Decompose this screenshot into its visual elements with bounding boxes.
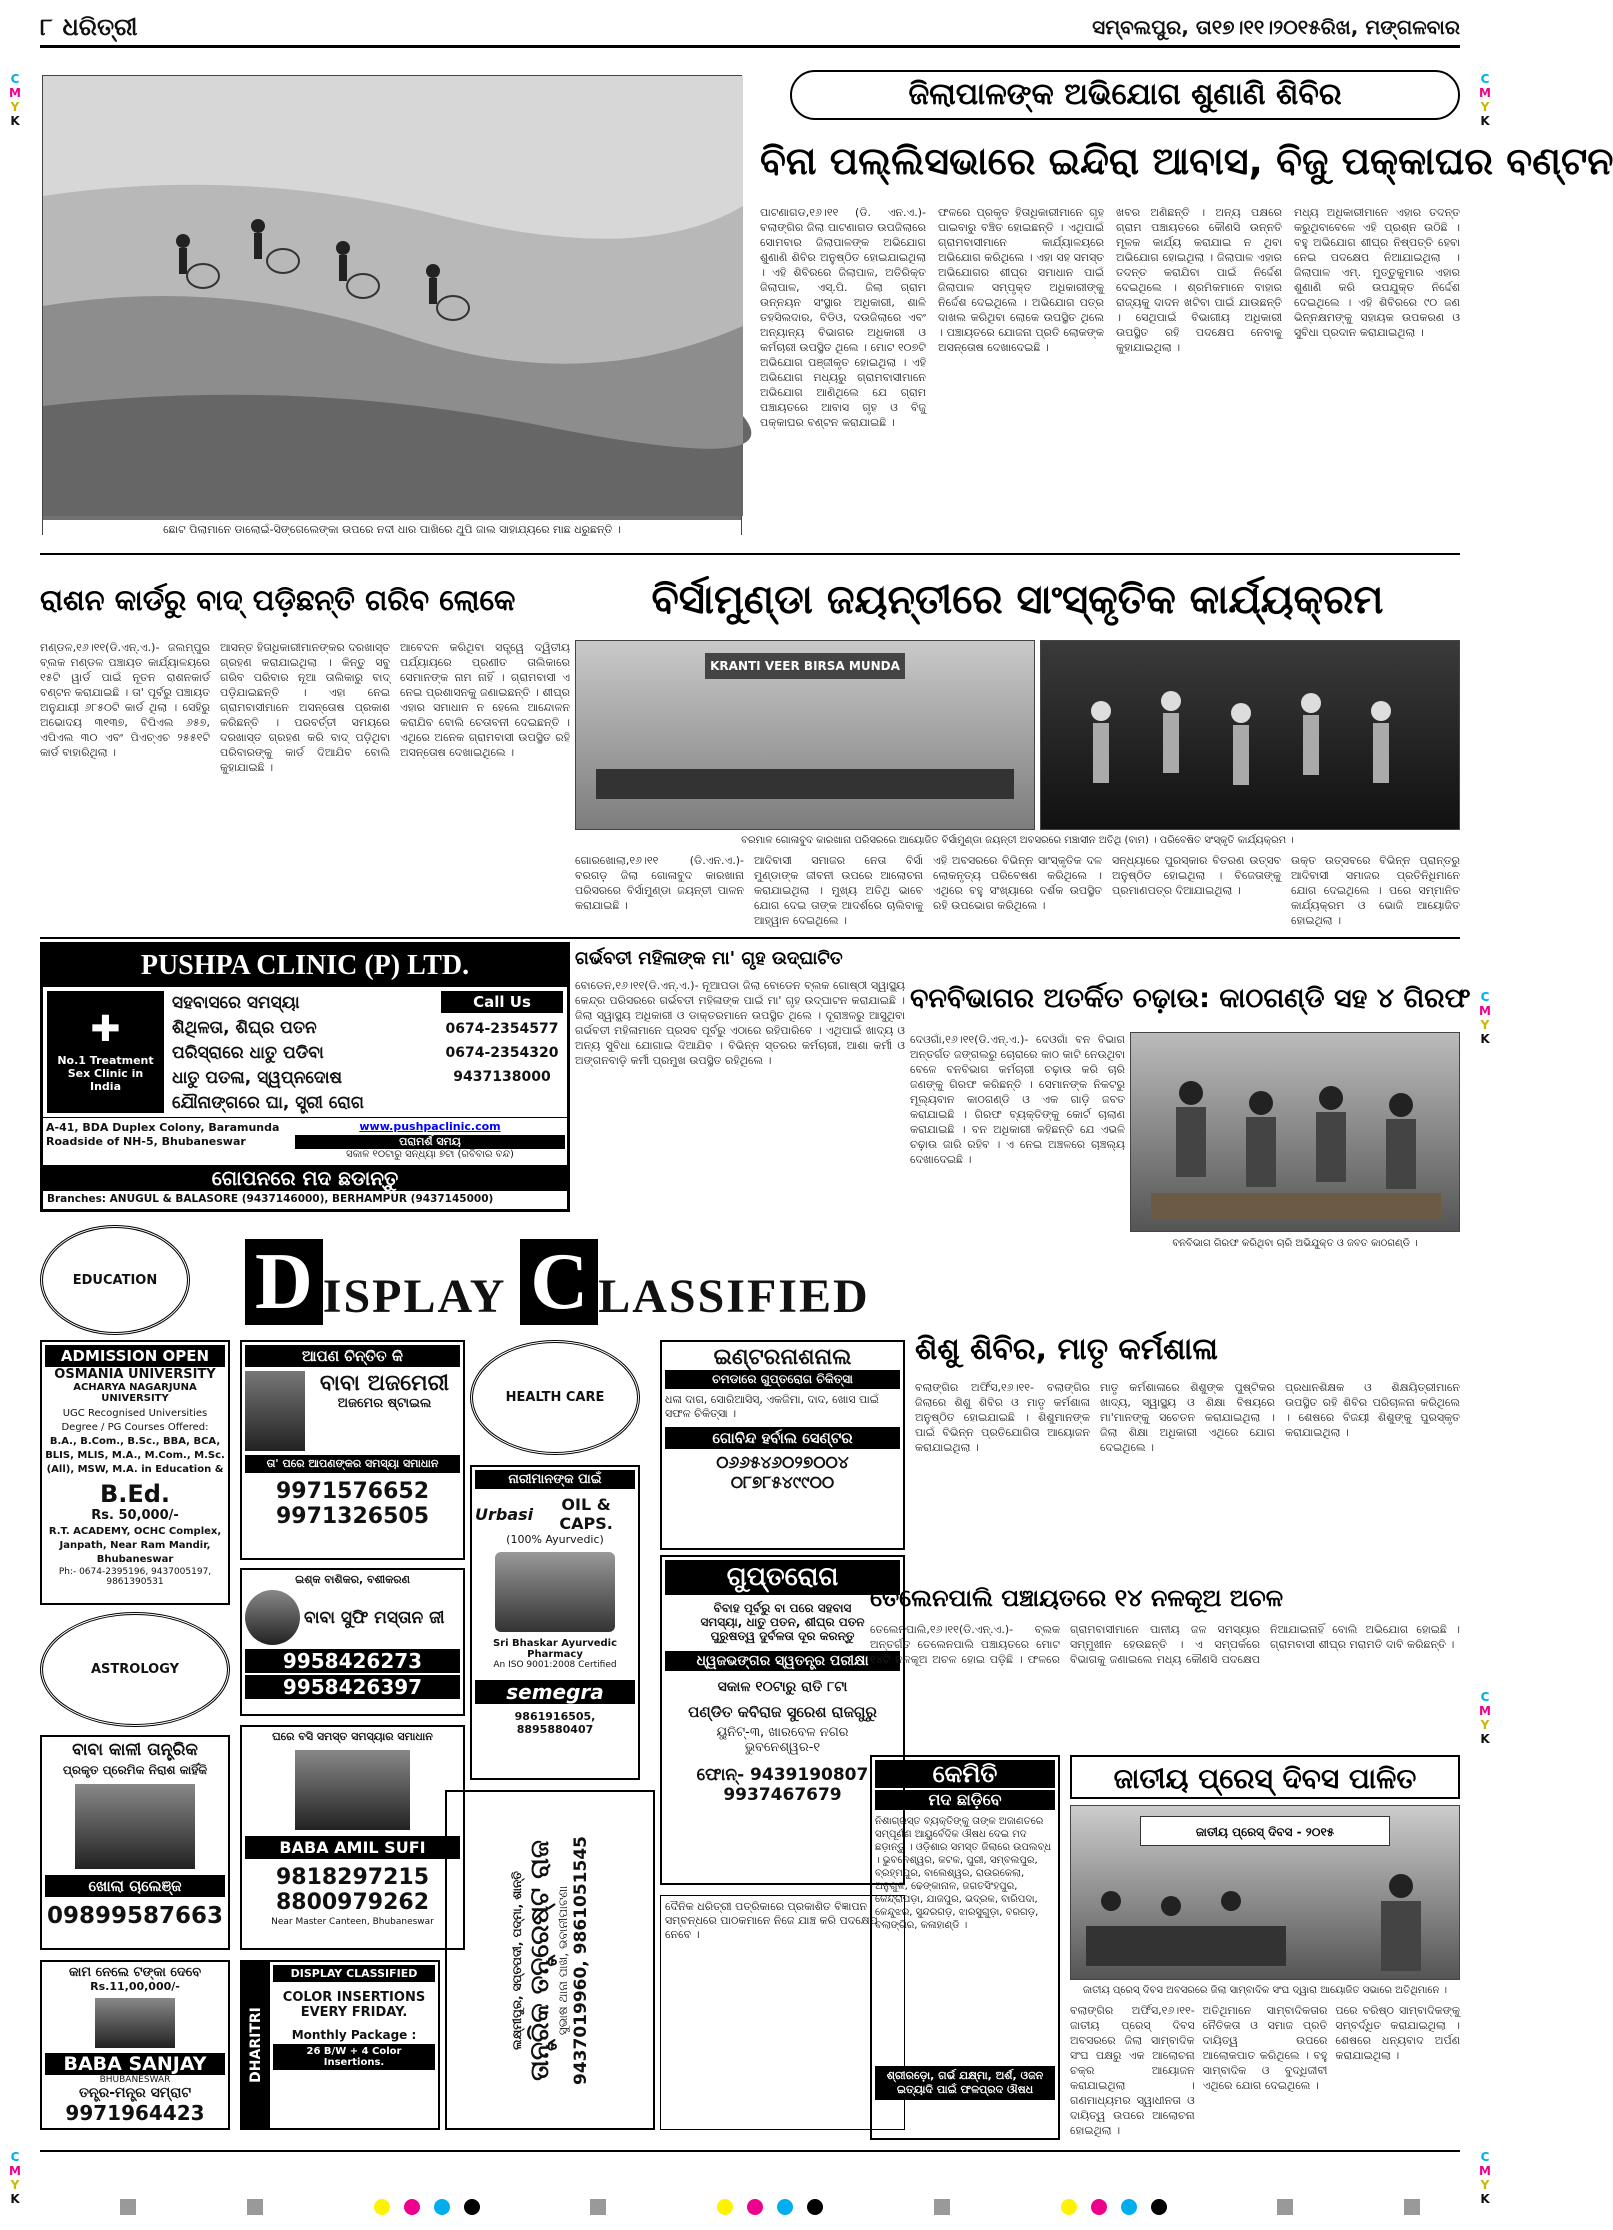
urbasi-oil-ad bbox=[470, 1465, 640, 1780]
registration-mark-left-bottom: C M Y K bbox=[9, 2150, 21, 2206]
call-us-label: Call Us bbox=[441, 991, 563, 1013]
press-day-banner: ଜାତୀୟ ପ୍ରେସ୍ ଦିବସ - ୨୦୧୫ bbox=[1140, 1816, 1390, 1846]
cyan-dot bbox=[434, 2199, 450, 2215]
story3-headline: ବିର୍ସାମୁଣ୍ଡା ଜୟନ୍ତୀରେ ସାଂସ୍କୃତିକ କାର୍ଯ୍ୟକ୍ରମ bbox=[651, 577, 1384, 623]
sanjay-photo bbox=[95, 1998, 175, 2048]
amil-phone: 9818297215 bbox=[275, 1865, 430, 1890]
photo-caption: ଛୋଟ ପିଲାମାନେ ଡାଲୋଇଁ-ସିଙ୍ଗେଲେଙ୍କା ଉପରେ ନଦୀ ଧାର ପାଖିରେ ଥୁପି ଜାଲ ସାହାଯ୍ୟରେ ମାଛ ଧରୁଛନ୍ତି । bbox=[43, 520, 741, 540]
university-name-2: ACHARYA NAGARJUNA UNIVERSITY bbox=[73, 1382, 197, 1404]
tantrik-vertical-ad bbox=[445, 1790, 655, 2130]
admission-title: ADMISSION OPEN bbox=[45, 1345, 225, 1367]
story2-column: ଆସନ୍ତ ହିତାଧିକାରୀମାନଙ୍କର ଦରଖାସ୍ତ ଗ୍ରହଣ କରାଯାଇଥିଲା । କିନ୍ତୁ ସବୁ ଗରିବ ପରିବାର ନୂଆ ତାଲିକାରୁ ବାଦ୍ ପଡ଼ିଯାଇଛନ୍ତି । ଏହା ନେଇ ଗ୍ରାମବାସୀମାନେ ଅସନ୍ତୋଷ ପ୍ରକାଶ କରିଛନ୍ତି । ପରବର୍ତ୍ତୀ ସମୟରେ ଦରଖାସ୍ତ ଗ୍ରହଣ କରି ବାଦ୍ ପଡ଼ିଥିବା ପରିବାରଙ୍କୁ କାର୍ଡ ଦିଆଯିବ ବୋଲି କୁହାଯାଇଛି । bbox=[220, 641, 390, 774]
story3-column: ଉକ୍ତ ଉତ୍ସବରେ ବିଭିନ୍ନ ପ୍ରାନ୍ତରୁ ଆଦିବାସୀ ସମାଜର ପ୍ରତିନିଧିମାନେ ଯୋଗ ଦେଇଥିଲେ । ପରେ ସମ୍ମାନିତ କାର୍ଯ୍ୟକ୍ରମ ଓ ଭୋଜି ଆୟୋଜିତ ହୋଇଥିଲା । bbox=[1291, 854, 1460, 927]
arrested-men-illustration bbox=[1131, 1033, 1461, 1233]
story3-body bbox=[575, 853, 1460, 933]
story1-headline: ବିନା ପଲ୍ଲିସଭାରେ ଇନ୍ଦିରା ଆବାସ, ବିଜୁ ପକ୍କାଘର ବଣ୍ଟନ bbox=[760, 139, 1613, 183]
color-calibration-bar bbox=[120, 2195, 1420, 2219]
guptarog-ad bbox=[660, 1555, 905, 1885]
health-care-tag-label: HEALTH CARE bbox=[505, 1390, 605, 1405]
health-care-tag bbox=[470, 1340, 640, 1455]
institute-phone: Ph:- 0674-2395196, 9437005197, 9861390531 bbox=[58, 1567, 212, 1587]
recognition-text: UGC Recognised Universities Degree / PG Courses Offered: bbox=[61, 1408, 209, 1433]
gray-swatch bbox=[1404, 2199, 1420, 2215]
ajmeri-phone: 9971326505 bbox=[275, 1504, 430, 1529]
vertical-phones: 9437019960, 9861051545 bbox=[570, 1835, 591, 2085]
ajmeri-top: ଆପଣ ଚିନ୍ତିତ କି bbox=[245, 1345, 460, 1367]
kemiti-body: ନିଶାଗ୍ରସ୍ତ ବ୍ୟକ୍ତିଙ୍କୁ ତାଙ୍କ ଅଜାଣତରେ ସମ୍ପୂର୍ଣ୍ଣ ଆୟୁର୍ବେଦିକ ଔଷଧ ଦେଇ ମଦ ଛଡ଼ାନ୍ତୁ । ଓଡ଼ିଶାର ସମସ୍ତ ଜିଲାରେ ଉପଲବ୍ଧ । ଭୁବନେଶ୍ୱର, କଟକ, ପୁରୀ, ସମ୍ବଲପୁର, ବ୍ରହ୍ମପୁର, ବାଲେଶ୍ୱର, ରାଉରକେଲା, ଅନୁଗୁଳ, ଢେଙ୍କାନାଳ, ଜଗତସିଂହପୁର, କେନ୍ଦ୍ରାପଡ଼ା, ଯାଜପୁର, ଭଦ୍ରକ, ବାରିପଦା, କେନ୍ଦୁଝର, ସୁନ୍ଦରଗଡ଼, ଝାରସୁଗୁଡ଼ା, ବରଗଡ଼, ବଲାଙ୍ଗିର, କଳାହାଣ୍ଡି । bbox=[875, 1816, 1052, 1931]
cyan-dot bbox=[777, 2199, 793, 2215]
iso-certification: An ISO 9001:2008 Certified bbox=[493, 1660, 617, 1670]
dharitri-classified-ad bbox=[240, 1960, 440, 2130]
dharitri-ad-package: Monthly Package : bbox=[291, 2028, 417, 2042]
press-day-photo bbox=[1070, 1805, 1460, 1980]
seminar-photo bbox=[575, 640, 1035, 830]
footer-rule bbox=[40, 2150, 1460, 2152]
sanjay-phone: 9971964423 bbox=[65, 2101, 205, 2125]
story2-body bbox=[40, 640, 570, 932]
international-clinic-name: ଗୋବିନ୍ଦ ହର୍ବାଲ ସେଣ୍ଟର bbox=[665, 1427, 900, 1449]
press-day-illustration bbox=[1071, 1846, 1461, 1976]
sanjay-name: BABA SANJAY bbox=[45, 2053, 225, 2075]
classified-word: LASSIFIED bbox=[598, 1270, 870, 1323]
story5-photo-caption: ବନବିଭାଗ ଗିରଫ କରିଥିବା ଚାରି ଅଭିଯୁକ୍ତ ଓ ଜବତ କାଠଗଣ୍ଡି । bbox=[1130, 1235, 1460, 1253]
gray-swatch bbox=[590, 2199, 606, 2215]
clinic-service-line: ପରିସ୍ରାରେ ଧାତୁ ପଡିବା bbox=[172, 1043, 324, 1063]
kali-title: ବାବା କାଳୀ ତାନ୍ତ୍ରିକ bbox=[72, 1740, 198, 1760]
pharmacy-name: Sri Bhaskar Ayurvedic Pharmacy bbox=[492, 1638, 618, 1660]
clinic-service-line: ଶିଥିଳତା, ଶିଘ୍ର ପତନ bbox=[172, 1018, 317, 1038]
baba-sanjay-ad bbox=[40, 1960, 230, 2130]
gray-swatch bbox=[120, 2199, 136, 2215]
story3-photo-caption: ବରମାଳ ଗୋଳାବୁଦ କାରଖାନା ପରିସରରେ ଆୟୋଜିତ ବିର୍ସାମୁଣ୍ଡା ଜୟନ୍ତୀ ଅବସରରେ ମଞ୍ଚାସୀନ ଅତିଥି (ବାମ) । ପରିବେଷିତ ସଂସ୍କୃତି କାର୍ଯ୍ୟକ୍ରମ । bbox=[575, 833, 1460, 849]
black-dot bbox=[1151, 2199, 1167, 2215]
dharitri-side: DHARITRI bbox=[248, 2007, 265, 2083]
kali-photo bbox=[75, 1784, 195, 1869]
amil-name: BABA AMIL SUFI bbox=[245, 1836, 460, 1859]
paper-name: ଧରିତ୍ରୀ bbox=[62, 12, 138, 41]
story4-body: ବୋଡେନ,୧୬।୧୧(ଡି.ଏନ୍.ଏ.)- ନୂଆପଡା ଜିଲା ବୋଡେନ ବ୍ଲକ ଗୋଷ୍ଠୀ ସ୍ୱାସ୍ଥ୍ୟ କେନ୍ଦ୍ର ପରିସରରେ ଗର୍ଭବତୀ ମହିଳାଙ୍କ ପାଇଁ ମା' ଗୃହ ଉଦ୍‌ଘାଟନ କରାଯାଇଛି । ଜିଲା ସ୍ୱାସ୍ଥ୍ୟ ଅଧିକାରୀ ଓ ଡାକ୍ତରମାନେ ଉପସ୍ଥିତ ଥିଲେ । ଦୂରାଞ୍ଚଳରୁ ଆସୁଥିବା ଗର୍ଭବତୀ ମହିଳାମାନେ ପ୍ରସବ ପୂର୍ବରୁ ଏଠାରେ ରହିପାରିବେ । ଏଥିପାଇଁ ଖାଦ୍ୟ ଓ ଅନ୍ୟ ସୁବିଧା ଯୋଗାଇ ଦିଆଯିବ । ବିଭିନ୍ନ ସ୍ତରର କର୍ମଚାରୀ, ଆଶା କର୍ମୀ ଓ ଅଙ୍ଗନବାଡ଼ି କର୍ମୀ ପ୍ରମୁଖ ଉପସ୍ଥିତ ରହିଥିଲେ । bbox=[575, 979, 905, 1067]
baba-kali-ad bbox=[40, 1735, 230, 1950]
arrest-photo bbox=[1130, 1032, 1460, 1232]
urbasi-title: ନାରୀମାନଙ୍କ ପାଇଁ bbox=[475, 1470, 635, 1489]
ajmeri-name: ବାବା ଅଜମେରୀ bbox=[319, 1371, 450, 1396]
baba-amil-ad bbox=[240, 1725, 465, 1950]
clinic-cross-block bbox=[43, 987, 168, 1117]
registration-mark-right-lower: C M Y K bbox=[1479, 1690, 1491, 1746]
story1-column: ପାଟଣାଗଡ,୧୬।୧୧ (ଡି. ଏନ.ଏ.)- ବଲାଙ୍ଗିର ଜିଲା ପାଟଣାଗଡ ଉପଜିଲାରେ ସୋମବାର ଜିଲାପାଳଙ୍କ ଅଭିଯୋଗ ଶୁଣାଣି ଶିବିର ଅନୁଷ୍ଠିତ ହୋଇଯାଇଥିଲା । ଏହି ଶିବିରରେ ଜିଲାପାଳ, ଅତିରିକ୍ତ ଜିଲାପାଳ, ଏସ୍.ପି. ଜିଲା ଗ୍ରାମ ଉନ୍ନୟନ ସଂସ୍ଥାର ଅଧିକାରୀ, ଶାଳି ତହସିଲଦାର, ବିଡିଓ, ଦଉଜିଲାରେ ଏବଂ ଅନ୍ୟାନ୍ୟ ବିଭାଗର ଅଧିକାରୀ ଓ କର୍ମଚାରୀ ଉପସ୍ଥିତ ଥିଲେ । ମୋଟ ୧୦୭ଟି ଅଭିଯୋଗ ପଞ୍ଜୀକୃତ ହୋଇଥିଲା । ଏହି ଅଭିଯୋଗ ମଧ୍ୟରୁ ଗ୍ରାମବାସୀମାନେ ଅଭିଯୋଗ ଆଣିଥିଲେ ଯେ ଗ୍ରାମ ପଞ୍ଚାୟତରେ ଆବାସ ଗୃହ ଓ ବିଜୁ ପକ୍କାଘର ବଣ୍ଟନ କରାଯାଇଛି । bbox=[760, 206, 926, 429]
product-bottle-image bbox=[495, 1552, 615, 1632]
ajmeri-tag: ତା' ପରେ ଆପଣଙ୍କର ସମସ୍ୟା ସମାଧାନ bbox=[245, 1455, 460, 1473]
yellow-dot bbox=[1061, 2199, 1077, 2215]
clinic-service-line: ସହବାସରେ ସମସ୍ୟା bbox=[172, 993, 300, 1013]
guptarog-line: ପୁରୁଷତ୍ୱ ଦୁର୍ବଳତା ଦୂର କରନ୍ତୁ bbox=[710, 1629, 855, 1643]
urbasi-product: OIL & CAPS. bbox=[559, 1495, 613, 1533]
river-fishing-photo bbox=[42, 75, 742, 535]
sufi-phone: 9958426397 bbox=[245, 1675, 460, 1699]
dance-photo bbox=[1040, 640, 1460, 830]
international-phone: ୦୬୬୫୪୬୦୨୭୦୦୪ bbox=[716, 1453, 849, 1473]
osmania-admission-ad bbox=[40, 1340, 230, 1605]
story7-body: ତେଲେନପାଲି,୧୬।୧୧(ଡି.ଏନ୍.ଏ.)- ବ୍ଲକ ଅନ୍ତର୍ଗତ ତେଲେନପାଲି ପଞ୍ଚାୟତରେ ମୋଟ ୧୪ଟି ନଳକୂଅ ଅଚଳ ହୋଇ ପଡ଼ିଛି । ଫଳରେ ଗ୍ରାମବାସୀମାନେ ପାନୀୟ ଜଳ ସମସ୍ୟାର ସମ୍ମୁଖୀନ ହେଉଛନ୍ତି । ଏ ସମ୍ପର୍କରେ ବିଭାଗକୁ ଜଣାଇଲେ ମଧ୍ୟ କୌଣସି ପଦକ୍ଷେପ ନିଆଯାଇନାହିଁ ବୋଲି ଅଭିଯୋଗ ହୋଇଛି । ଗ୍ରାମବାସୀ ଶୀଘ୍ର ମରାମତି ଦାବି କରିଛନ୍ତି । bbox=[870, 1623, 1460, 1666]
yellow-dot bbox=[717, 2199, 733, 2215]
timing-title: ପରାମର୍ଶ ସମୟ bbox=[295, 1135, 565, 1149]
sufi-photo bbox=[245, 1590, 300, 1645]
guptarog-line: ସମସ୍ୟା, ଧାତୁ ପତନ, ଶୀଘ୍ର ପତନ bbox=[700, 1615, 865, 1629]
dharitri-ad-line: EVERY FRIDAY. bbox=[300, 2005, 408, 2020]
story8-column: ପରେ ବରିଷ୍ଠ ସାମ୍ବାଦିକଙ୍କୁ ସମ୍ବର୍ଦ୍ଧିତ କରାଯାଇଥିଲା । ଶେଷରେ ଧନ୍ୟବାଦ ଅର୍ପଣ କରାଯାଇଥିଲା । bbox=[1335, 2004, 1461, 2062]
amil-phone: 8800979262 bbox=[275, 1890, 430, 1915]
display-classified-banner bbox=[245, 1230, 905, 1325]
baba-sufi-ad bbox=[240, 1568, 465, 1716]
ajmeri-photo bbox=[245, 1371, 305, 1451]
gray-swatch bbox=[247, 2199, 263, 2215]
guptarog-time: ସକାଳ ୧୦ଟାରୁ ରାତି ୮ଟା bbox=[717, 1679, 848, 1695]
international-title: ଇଣ୍ଟରନାଶନାଲ bbox=[713, 1345, 852, 1370]
story8-headline: ଜାତୀୟ ପ୍ରେସ୍ ଦିବସ ପାଳିତ bbox=[1070, 1755, 1460, 1799]
black-dot bbox=[464, 2199, 480, 2215]
page-number: ୮ bbox=[40, 12, 53, 41]
story3-column: ଗୋରଖୋଲା,୧୬।୧୧ (ଡି.ଏନ.ଏ.)- ବରଗଡ଼ ଜିଲା ଗୋଳାବୁଦ କାରଖାନା ପରିସରରେ ବିର୍ସାମୁଣ୍ଡା ଜୟନ୍ତୀ ପାଳନ କରାଯାଇଛି । bbox=[575, 854, 744, 912]
yellow-dot bbox=[374, 2199, 390, 2215]
guptarog-city: ଭୁବନେଶ୍ୱର-୧ bbox=[744, 1740, 821, 1755]
black-dot bbox=[807, 2199, 823, 2215]
guptarog-address: ୟୁନିଟ୍-୩, ଖାରବେଳ ନଗର bbox=[716, 1725, 849, 1740]
cmyk-dots bbox=[1061, 2199, 1167, 2215]
cmyk-dots bbox=[374, 2199, 480, 2215]
kali-tag: ଖୋଲା ଚାଲେଞ୍ଜ bbox=[45, 1875, 225, 1897]
story7-headline: ତେଲେନପାଲି ପଞ୍ଚାୟତରେ ୧୪ ନଳକୂଅ ଅଚଳ bbox=[870, 1584, 1284, 1612]
ajmeri-sub: ଅଜମେର ଷ୍ଟାଇଲ bbox=[337, 1396, 432, 1411]
clinic-timing: ସକାଳ ୧୦ଟାରୁ ସନ୍ଧ୍ୟା ୭ଟା (ରବିବାର ବନ୍ଦ) bbox=[346, 1149, 514, 1160]
vertical-line1: ଲକ୍ଷ୍ମୀପୁର, ସପ୍ତପଦୀ, ପଦ୍ମା, ଶାନ୍ତି bbox=[509, 1870, 524, 2050]
story6-column: ବଲାଙ୍ଗିର ଅର୍ଫିସ,୧୬।୧୧- ବଲାଙ୍ଗିର ଜିଲାରେ ଶିଶୁ ଶିବିର ଓ ମାତୃ କର୍ମଶାଳା ଅନୁଷ୍ଠିତ ହୋଇଯାଇଛି । ଶିଶୁମାନଙ୍କ ପାଇଁ ବିଭିନ୍ନ ପ୍ରତିଯୋଗିତା ଆୟୋଜନ କରାଯାଇଥିଲା । bbox=[915, 1381, 1090, 1454]
clinic-phone: 0674-2354577 bbox=[445, 1021, 559, 1037]
guptarog-doctor: ପଣ୍ଡିତ କବିରାଜ ସୁରେଶ ରାଜଗୁରୁ bbox=[688, 1703, 877, 1721]
international-phone: ୦୮୭୮୫୪୯୯୦୦ bbox=[730, 1473, 835, 1493]
display-word: ISPLAY bbox=[322, 1270, 507, 1323]
clinic-service-line: ଧାତୁ ପତଳା, ସ୍ୱପ୍ନଦୋଷ bbox=[172, 1068, 343, 1088]
clinic-slogan: ଗୋପନରେ ମଦ ଛଡାନ୍ତୁ bbox=[43, 1165, 567, 1191]
fee-label: Rs. 50,000/- bbox=[91, 1508, 179, 1523]
kemiti-title: କେମିତି bbox=[875, 1760, 1055, 1788]
magenta-dot bbox=[747, 2199, 763, 2215]
clinic-branches: Branches: ANUGUL & BALASORE (9437146000), BERHAMPUR (9437145000) bbox=[47, 1193, 494, 1205]
story6-headline: ଶିଶୁ ଶିବିର, ମାତୃ କର୍ମଶାଳା bbox=[915, 1332, 1218, 1367]
guest-table bbox=[596, 769, 1014, 799]
education-tag-label: EDUCATION bbox=[72, 1272, 158, 1288]
education-tag bbox=[40, 1225, 190, 1335]
international-sub: ଚମଡାରେ ଗୁପ୍ତରୋଗ ଚିକିତ୍ସା bbox=[665, 1370, 900, 1389]
divider bbox=[40, 937, 1460, 939]
story2-column: ଆବେଦନ କରିଥିବା ସତ୍ତ୍ୱେ ଦ୍ୱିତୀୟ ପର୍ଯ୍ୟାୟରେ ପ୍ରଣୀତ ତାଲିକାରେ ସେମାନଙ୍କ ନାମ ନାହିଁ । ଗ୍ରାମବାସୀ ଏ ନେଇ ପ୍ରଶାସନକୁ ଜଣାଇଛନ୍ତି । ଶୀଘ୍ର ଏହାର ସମାଧାନ ନ ହେଲେ ଆନ୍ଦୋଳନ କରାଯିବ ବୋଲି ଚେତାବନୀ ଦେଇଛନ୍ତି । ଏଥିରେ ଅନେକ ଗ୍ରାମବାସୀ ଉପସ୍ଥିତ ରହି ଅସନ୍ତୋଷ ଦେଖାଇଥିଲେ । bbox=[400, 641, 570, 759]
clinic-website[interactable]: www.pushpaclinic.com bbox=[359, 1120, 501, 1133]
story8-photo-caption: ଜାତୀୟ ପ୍ରେସ୍ ଦିବସ ଅବସରରେ ଜିଲା ସାମ୍ବାଦିକ ସଂଘ ଦ୍ୱାରା ଆୟୋଜିତ ସଭାରେ ଅତିଥିମାନେ । bbox=[1070, 1983, 1460, 1999]
story8-column: ବଲାଙ୍ଗିର ଅର୍ଫିସ,୧୬।୧୧- ଜାତୀୟ ପ୍ରେସ୍ ଦିବସ ଅବସରରେ ଜିଲା ସାମ୍ବାଦିକ ସଂଘ ପକ୍ଷରୁ ଏକ ଆଲୋଚନା ଚକ୍ର ଆୟୋଜନ କରାଯାଇଥିଲା । ଗଣମାଧ୍ୟମର ସ୍ୱାଧୀନତା ଓ ଦାୟିତ୍ୱ ଉପରେ ଆଲୋଚନା ହୋଇଥିଲା । bbox=[1070, 2004, 1195, 2137]
vertical-address: ସୁଭାଷ ଥାନା ପାଖ, ଭବାନୀପାଟଣା bbox=[555, 1885, 570, 2035]
story3-column: ସନ୍ଧ୍ୟାରେ ପୁରସ୍କାର ବିତରଣ ଉତ୍ସବ ଅନୁଷ୍ଠିତ ହୋଇଥିଲା । ବିଜେତାଙ୍କୁ ପ୍ରମାଣପତ୍ର ଦିଆଯାଇଥିଲା । bbox=[1112, 854, 1281, 897]
registration-mark-right-bottom: C M Y K bbox=[1479, 2150, 1491, 2206]
guptarog-line: ବିବାହ ପୂର୍ବରୁ ବା ପରେ ସହବାସ bbox=[713, 1601, 852, 1615]
semegra-brand: semegra bbox=[475, 1680, 635, 1704]
guptarog-test: ଧ୍ୱଜଭଙ୍ଗର ସ୍ୱତନ୍ତ୍ର ପରୀକ୍ଷା bbox=[665, 1651, 900, 1671]
story8-body bbox=[1070, 2003, 1460, 2138]
registration-mark-right-top: C M Y K bbox=[1479, 72, 1491, 128]
guptarog-phone: ଫୋନ୍- 9439190807 bbox=[696, 1765, 869, 1785]
story6-column: ପ୍ରଧାନଶିକ୍ଷକ ଓ ଶିକ୍ଷୟିତ୍ରୀମାନେ ଉପସ୍ଥିତ ରହି ଶିବିର ପରିଚାଳନା କରିଥିଲେ । ଶେଷରେ ବିଜୟୀ ଶିଶୁଙ୍କୁ ପୁରସ୍କୃତ କରାଯାଇଥିଲା । bbox=[1285, 1381, 1460, 1439]
sufi-tagline: ଇଶ୍କ ବାଶିକର, ବଶୀକରଣ bbox=[295, 1573, 410, 1586]
story5-headline: ବନବିଭାଗର ଅତର୍କିତ ଚଢ଼ାଉ: କାଠଗଣ୍ଡି ସହ ୪ ଗିରଫ bbox=[910, 983, 1471, 1014]
clinic-phone: 0674-2354320 bbox=[445, 1045, 559, 1061]
sanjay-top: କାମ ନେଲେ ଟଙ୍କା ଦେବେ bbox=[68, 1965, 202, 1980]
kali-phone: 09899587663 bbox=[46, 1903, 224, 1929]
kemiti-footer: ଶ୍ରୀରଡ଼ୋ, ଗର୍ଭ ଯକ୍ଷ୍ମା, ଅର୍ଶ, ଓଜନ ଇତ୍ୟାଦି ପାଇଁ ଫଳପ୍ରଦ ଔଷଧ bbox=[875, 2066, 1055, 2100]
divider bbox=[40, 553, 1460, 555]
urbasi-phones: 9861916505, 8895880407 bbox=[514, 1710, 596, 1736]
story6-column: ମାତୃ କର୍ମଶାଳାରେ ଶିଶୁଙ୍କ ପୁଷ୍ଟିକର ଖାଦ୍ୟ, ସ୍ୱାସ୍ଥ୍ୟ ଓ ଶିକ୍ଷା ବିଷୟରେ ମା'ମାନଙ୍କୁ ସଚେତନ କରାଯାଇଥିଲା । ଜିଲା ଶିକ୍ଷା ଅଧିକାରୀ ଏଥିରେ ଯୋଗ ଦେଇଥିଲେ । bbox=[1100, 1381, 1275, 1454]
astrology-tag-label: ASTROLOGY bbox=[90, 1662, 180, 1677]
reader-notice-text: ଦୈନିକ ଧରିତ୍ରୀ ପତ୍ରିକାରେ ପ୍ରକାଶିତ ବିଜ୍ଞାପନ ସମ୍ବନ୍ଧରେ ପାଠକମାନେ ନିଜେ ଯାଞ୍ଚ କରି ପଦକ୍ଷେପ ନେବେ । bbox=[665, 1900, 878, 1941]
river-scene-illustration bbox=[43, 76, 743, 516]
dateline: ସମ୍ବଲପୁର, ତା୧୭।୧୧।୨୦୧୫ରିଖ, ମଙ୍ଗଳବାର bbox=[1092, 14, 1460, 39]
cyan-dot bbox=[1121, 2199, 1137, 2215]
story4-headline: ଗର୍ଭବତୀ ମହିଳାଙ୍କ ମା' ଗୃହ ଉଦ୍‌ଘାଟିତ bbox=[575, 948, 843, 969]
sanjay-sub: BHUBANESWAR bbox=[99, 2075, 171, 2085]
dharitri-ad-line: COLOR INSERTIONS bbox=[282, 1990, 426, 2005]
clinic-service-line: ଯୌନାଙ୍ଗରେ ଘା, ସ୍ତ୍ରୀ ରୋଗ bbox=[172, 1093, 364, 1113]
story6-body bbox=[915, 1380, 1460, 1570]
story8-column: ଅତିଥିମାନେ ସାମ୍ବାଦିକତାର ନୈତିକତା ଓ ସମାଜ ପ୍ରତି ଦାୟିତ୍ୱ ଉପରେ ଆଲୋକପାତ କରିଥିଲେ । ବହୁ ସାମ୍ବାଦିକ ଓ ବୁଦ୍ଧିଜୀବୀ ଏଥିରେ ଯୋଗ ଦେଇଥିଲେ । bbox=[1202, 2004, 1328, 2092]
sanjay-fee: Rs.11,00,000/- bbox=[90, 1980, 180, 1993]
clinic-phone: 9437138000 bbox=[453, 1069, 551, 1085]
kemiti-sub: ମଦ ଛାଡ଼ିବେ bbox=[875, 1790, 1055, 1810]
clinic-address: A-41, BDA Duplex Colony, Baramunda Roadside of NH-5, Bhubaneswar bbox=[46, 1121, 280, 1148]
gray-swatch bbox=[934, 2199, 950, 2215]
big-letter-c: C bbox=[520, 1239, 598, 1325]
story1-kicker: ଜିଲାପାଳଙ୍କ ଅଭିଯୋଗ ଶୁଣାଣି ଶିବିର bbox=[790, 70, 1460, 120]
story3-column: ଆଦିବାସୀ ସମାଜର ନେତା ବିର୍ସା ମୁଣ୍ଡାଙ୍କ ଜୀବନୀ ଉପରେ ଆଲୋଚନା କରାଯାଇଥିଲା । ମୁଖ୍ୟ ଅତିଥି ଭାବେ ଯୋଗ ଦେଇ ତାଙ୍କ ଆଦର୍ଶରେ ଚାଲିବାକୁ ଆହ୍ୱାନ ଦେଇଥିଲେ । bbox=[754, 854, 923, 927]
clinic-badge: No.1 Treatment Sex Clinic in India bbox=[57, 1053, 154, 1093]
story2-column: ମଣ୍ଡଳ,୧୬।୧୧(ଡି.ଏନ୍.ଏ.)- ଜଲମ୍ପୁର ବ୍ଲକ ମଣ୍ଡଳ ପଞ୍ଚାୟତ କାର୍ଯ୍ୟାଳୟରେ ୧୫ଟି ୱାର୍ଡ ପାଇଁ ନୂତନ ରାଶନକାର୍ଡ ବଣ୍ଟନ କରାଯାଇଛି । ତା' ପୂର୍ବରୁ ପଞ୍ଚାୟତ ଅନୁଯାୟୀ ୬୮୫୦ଟି କାର୍ଡ ଥିଲା । ସେହିରୁ ଅଭୋଦୟ ୩୧୩୭, ବିପିଏଲ ୬୫୭, ଏପିଏଲ ୩୦ ଏବଂ ପିଏଚ୍ଏଚ ୨୫୫୧ଟି କାର୍ଡ ବାହାରିଥିଲା । bbox=[40, 641, 210, 759]
registration-mark-right-mid: C M Y K bbox=[1479, 990, 1491, 1046]
international-clinic-ad bbox=[660, 1340, 905, 1550]
story2-headline: ରାଶନ କାର୍ଡରୁ ବାଦ୍ ପଡ଼ିଛନ୍ତି ଗରିବ ଲୋକେ bbox=[40, 583, 516, 617]
sanjay-tag: ତନ୍ତ୍ର-ମନ୍ତ୍ର ସମ୍ରାଟ bbox=[78, 2085, 192, 2101]
sufi-name: ବାବା ସୁଫି ମସ୍ତାନ ଜୀ bbox=[304, 1607, 445, 1628]
cmyk-dots bbox=[717, 2199, 823, 2215]
clinic-name: PUSHPA CLINIC (P) LTD. bbox=[43, 945, 567, 987]
university-name: OSMANIA UNIVERSITY bbox=[54, 1367, 216, 1382]
dharitri-ad-package-detail: 26 B/W + 4 Color Insertions. bbox=[273, 2044, 435, 2070]
story1-column: ମଧ୍ୟ ଅଧିକାରୀମାନେ ଏହାର ତଦନ୍ତ କରୁଥିବାବେଳେ ଏହି ପ୍ରଶ୍ନ ଉଠିଛି । ବହୁ ଅଭିଯୋଗ ଶୀଘ୍ର ନିଷ୍ପତ୍ତି ହେବା ନେଇ ପଦକ୍ଷେପ ନିଆଯାଇଥିଲା । ଜିଲାପାଳ ଏମ୍. ମୁତ୍ତୁକୁମାର ଏହାର ଶୁଣାଣି କରି ଉପଯୁକ୍ତ ନିର୍ଦ୍ଦେଶ ଦେଇଥିଲେ । ଏହି ଶିବିରରେ ୯୦ ଜଣ ଭିନ୍ନକ୍ଷମଙ୍କୁ ସହାୟକ ଉପକରଣ ଓ ସୁବିଧା ପ୍ରଦାନ କରାଯାଇଥିଲା । bbox=[1294, 206, 1460, 339]
international-body: ଧଳା ଦାଗ, ସୋରିଆସିସ୍, ଏକଜିମା, ଦାଦ, ଖୋସ ପାଇଁ ସଫଳ ଚିକିତ୍ସା । bbox=[665, 1393, 879, 1420]
amil-title: ଘରେ ବସି ସମସ୍ତ ସମସ୍ୟାର ସମାଧାନ bbox=[272, 1730, 433, 1743]
page-header bbox=[40, 8, 1460, 48]
urbasi-brand: Urbasi bbox=[475, 1504, 534, 1524]
institute-address: R.T. ACADEMY, OCHC Complex, Janpath, Near Ram Mandir, Bhubaneswar bbox=[48, 1526, 222, 1565]
urbasi-ayurvedic: (100% Ayurvedic) bbox=[506, 1533, 604, 1546]
story5-body: ଦେଓଗାଁ,୧୬।୧୧(ଡି.ଏନ୍.ଏ.)- ଦେଓଗାଁ ବନ ବିଭାଗ ଅନ୍ତର୍ଗତ ଜଙ୍ଗଲରୁ ଚୋରାରେ କାଠ କାଟି ନେଉଥିବା ବେଳେ ବନବିଭାଗ କର୍ମଚାରୀ ଚଢ଼ାଉ କରି ଚାରି ଜଣଙ୍କୁ ଗିରଫ କରିଛନ୍ତି । ସେମାନଙ୍କ ନିକଟରୁ ମୂଲ୍ୟବାନ କାଠଗଣ୍ଡି ଓ ଏକ ଗାଡ଼ି ଜବତ କରାଯାଇଛି । ଗିରଫ ବ୍ୟକ୍ତିଙ୍କୁ କୋର୍ଟ ଚାଲାଣ କରାଯାଇଛି । ବନ ଅଧିକାରୀ କହିଛନ୍ତି ଯେ ଏଭଳି ଚଢ଼ାଉ ଜାରି ରହିବ । ଏ ନେଇ ଅଞ୍ଚଳରେ ଚାଞ୍ଚଲ୍ୟ ଦେଖାଦେଇଛି । bbox=[910, 1033, 1125, 1166]
registration-mark-left-top: C M Y K bbox=[9, 72, 21, 128]
dharitri-ad-title: DISPLAY CLASSIFIED bbox=[273, 1965, 435, 1982]
bed-label: B.Ed. bbox=[99, 1480, 171, 1508]
kali-sub: ପ୍ରକୃତ ପ୍ରେମିକ ନିରାଶ କାହିଁକି bbox=[62, 1763, 208, 1777]
magenta-dot bbox=[1091, 2199, 1107, 2215]
guptarog-title: ଗୁପ୍ତରୋଗ bbox=[665, 1560, 900, 1595]
kemiti-ad bbox=[870, 1755, 1060, 2140]
courses-list: B.A., B.Com., B.Sc., BBA, BCA, BLIS, MLIS, M.A., M.Com., M.Sc. (All), MSW, M.A. in Education & bbox=[45, 1436, 225, 1475]
story1-body bbox=[760, 205, 1460, 540]
astrology-tag bbox=[40, 1612, 230, 1727]
story1-column: ଖବର ଅଣିଛନ୍ତି । ଅନ୍ୟ ପକ୍ଷରେ ଗ୍ରାମ ପଞ୍ଚାୟତରେ କୌଣସି ଉନ୍ନତି ମୂଳକ କାର୍ଯ୍ୟ କରାଯାଇ ନ ଥିବା ଅଭିଯୋଗ ହୋଇଥିଲା । ଜିଲାପାଳ ଏହାର ତଦନ୍ତ କରାଯିବା ପାଇଁ ନିର୍ଦ୍ଦେଶ ଦେଇଥିଲେ । ଶ୍ରମିକମାନେ ବାହାର ରାଜ୍ୟକୁ ଦାଦନ ଖଟିବା ପାଇଁ ଯାଉଛନ୍ତି । ସେଥିପାଇଁ ବିଭାଗୀୟ ଅଧିକାରୀ ଉପସ୍ଥିତ ରହି ପଦକ୍ଷେପ ନେବାକୁ କୁହାଯାଇଥିଲା । bbox=[1116, 206, 1282, 354]
guptarog-phone: 9937467679 bbox=[723, 1785, 842, 1805]
big-letter-d: D bbox=[245, 1239, 323, 1325]
dancers-illustration bbox=[1041, 641, 1461, 831]
reader-notice bbox=[660, 1895, 905, 2130]
vertical-name: ତାନ୍ତ୍ରିକ ତନ୍ତ୍ରେଷ୍ଟ ରାଜ bbox=[524, 1839, 555, 2081]
medical-cross-icon: ✚ bbox=[90, 1008, 121, 1050]
amil-address: Near Master Canteen, Bhubaneswar bbox=[271, 1917, 434, 1927]
clinic-call-block bbox=[437, 987, 567, 1117]
sufi-phone: 9958426273 bbox=[245, 1649, 460, 1673]
story3-column: ଏହି ଅବସରରେ ବିଭିନ୍ନ ସାଂସ୍କୃତିକ ଦଳ ଲୋକନୃତ୍ୟ ପରିବେଷଣ କରିଥିଲେ । ଏଥିରେ ବହୁ ସଂଖ୍ୟାରେ ଦର୍ଶକ ଉପସ୍ଥିତ ରହି ଉପଭୋଗ କରିଥିଲେ । bbox=[933, 854, 1102, 912]
gray-swatch bbox=[1277, 2199, 1293, 2215]
stage-banner: KRANTI VEER BIRSA MUNDA bbox=[705, 653, 905, 679]
pushpa-clinic-ad bbox=[40, 942, 570, 1212]
ajmeri-phone: 9971576652 bbox=[275, 1479, 430, 1504]
story1-column: ଫଳରେ ପ୍ରକୃତ ହିତାଧିକାରୀମାନେ ଗୃହ ପାଇବାରୁ ବଞ୍ଚିତ ହୋଇଛନ୍ତି । ଏଥିପାଇଁ ଗ୍ରାମବାସୀମାନେ କାର୍ଯ୍ୟାଳୟରେ ଅଭିଯୋଗ କରିଥିଲେ । ଏହା ସହ ସମସ୍ତ ଅଭିଯୋଗର ଶୀଘ୍ର ସମାଧାନ ପାଇଁ ଜିଲାପାଳ ସମ୍ପୃକ୍ତ ଅଧିକାରୀଙ୍କୁ ନିର୍ଦ୍ଦେଶ ଦେଇଥିଲେ । ଅଭିଯୋଗ ପତ୍ର ଦାଖଲ କରିଥିବା ଲୋକେ ଉପସ୍ଥିତ ଥିଲେ । ପଞ୍ଚାୟତରେ ଯୋଜନା ପ୍ରତି ଲୋକଙ୍କ ଅସନ୍ତୋଷ ଦେଖାଦେଇଛି । bbox=[938, 206, 1104, 354]
clinic-services bbox=[168, 987, 437, 1117]
amil-photo bbox=[295, 1750, 410, 1830]
baba-ajmeri-ad bbox=[240, 1340, 465, 1560]
magenta-dot bbox=[404, 2199, 420, 2215]
